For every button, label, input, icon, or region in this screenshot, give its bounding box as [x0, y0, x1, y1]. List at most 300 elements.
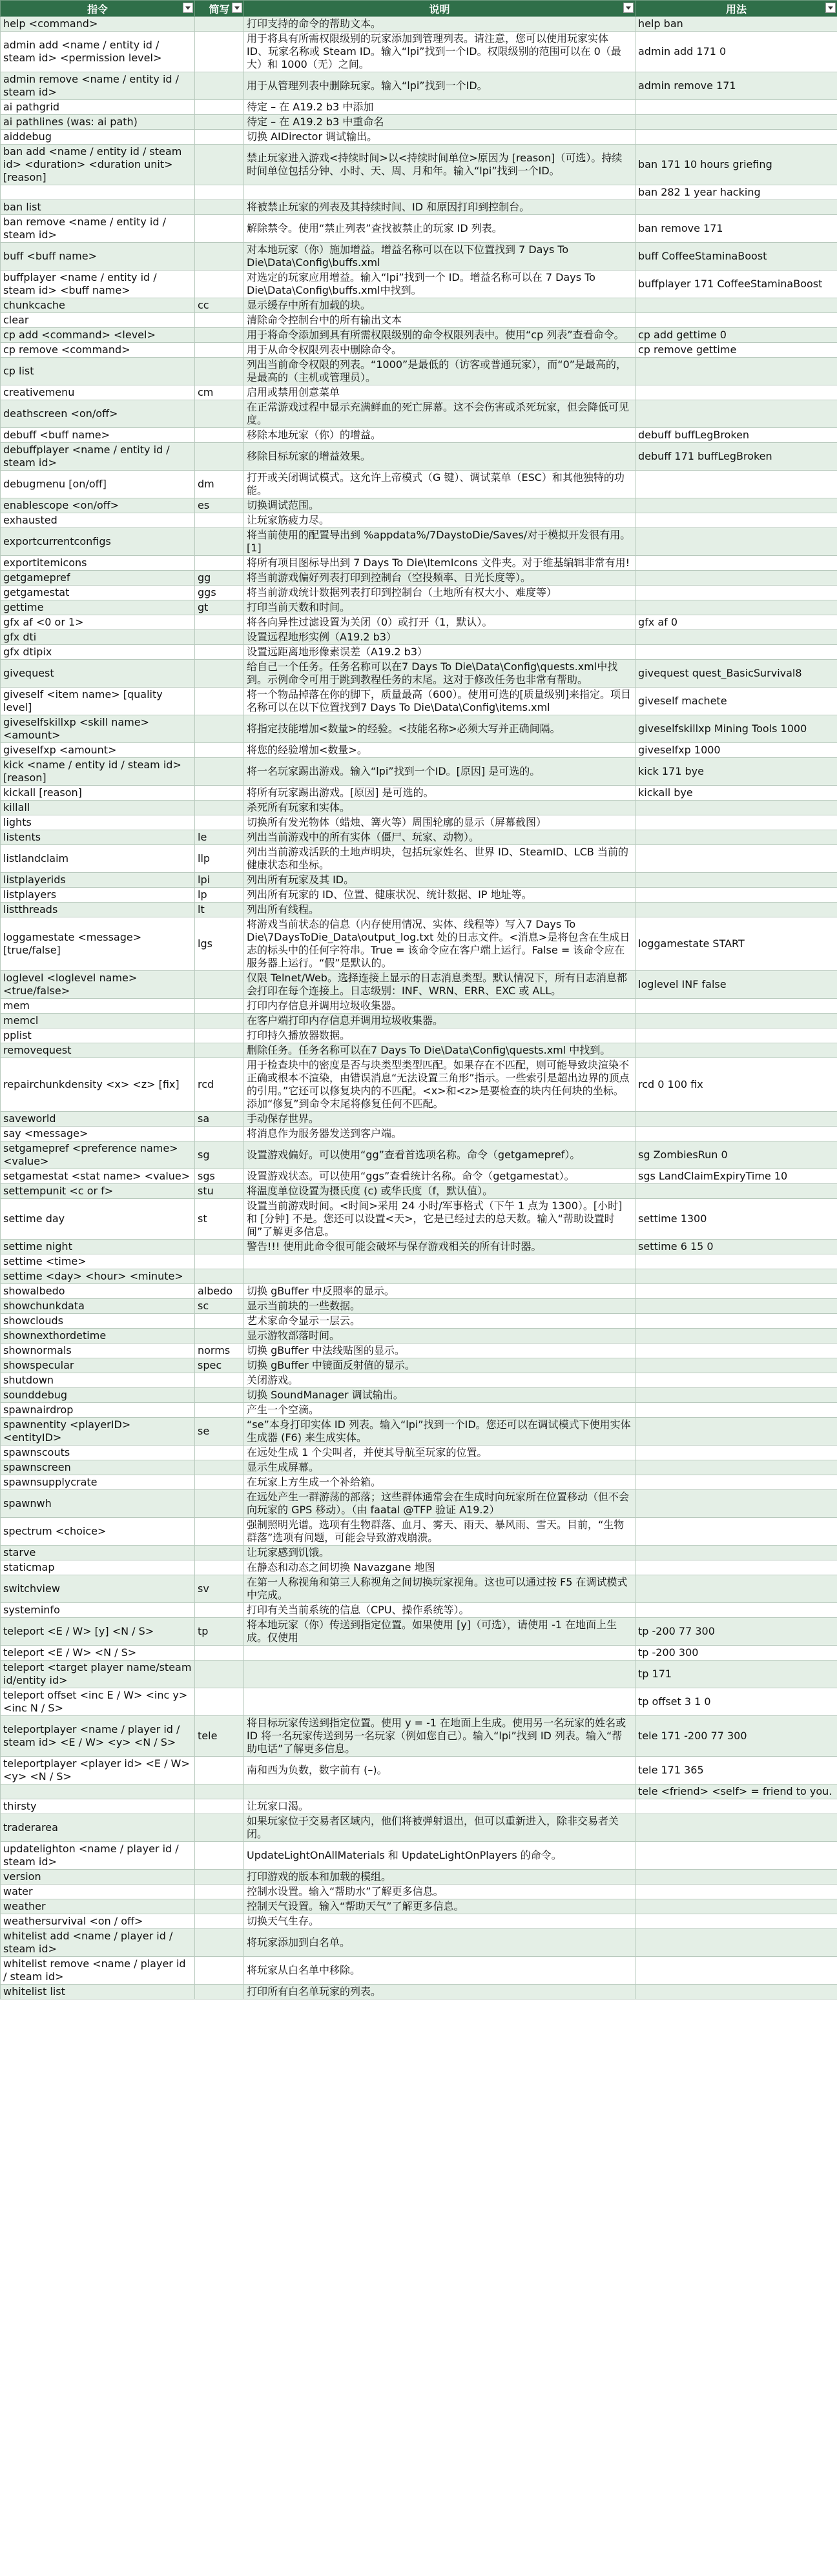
description-cell[interactable]: 控制水设置。输入“帮助水”了解更多信息。 [244, 1885, 636, 1899]
usage-cell[interactable] [636, 1112, 837, 1127]
shorthand-cell[interactable] [195, 1560, 244, 1575]
shorthand-cell[interactable] [195, 786, 244, 801]
shorthand-cell[interactable] [195, 428, 244, 443]
usage-cell[interactable] [636, 528, 837, 556]
description-cell[interactable]: 切换天气生存。 [244, 1914, 636, 1929]
shorthand-cell[interactable] [195, 1329, 244, 1344]
shorthand-cell[interactable] [195, 1373, 244, 1388]
command-cell[interactable]: gfx af <0 or 1> [1, 615, 195, 630]
shorthand-cell[interactable] [195, 815, 244, 830]
command-cell[interactable]: giveselfxp <amount> [1, 743, 195, 758]
description-cell[interactable]: 设置游戏偏好。可以使用“gg”查看首选项名称。命令（getgamepref）。 [244, 1141, 636, 1169]
command-cell[interactable]: updatelighton <name / player id / steam id> [1, 1842, 195, 1870]
usage-cell[interactable] [636, 1885, 837, 1899]
description-cell[interactable]: 用于从命令权限列表中删除命令。 [244, 343, 636, 358]
shorthand-cell[interactable]: gg [195, 571, 244, 586]
description-cell[interactable]: 切换 AIDirector 调试输出。 [244, 130, 636, 145]
description-cell[interactable]: 列出所有线程。 [244, 903, 636, 917]
shorthand-cell[interactable] [195, 1870, 244, 1885]
shorthand-cell[interactable] [195, 1314, 244, 1329]
command-cell[interactable]: removequest [1, 1043, 195, 1058]
description-cell[interactable]: 在玩家上方生成一个补给箱。 [244, 1475, 636, 1490]
command-cell[interactable]: teleport offset <inc E / W> <inc y> <inc N / S> [1, 1688, 195, 1716]
command-cell[interactable]: showalbedo [1, 1284, 195, 1299]
description-cell[interactable]: 列出当前游戏中的所有实体（僵尸、玩家、动物）。 [244, 830, 636, 845]
command-cell[interactable]: shownexthordetime [1, 1329, 195, 1344]
command-cell[interactable]: memcl [1, 1014, 195, 1028]
command-cell[interactable]: getgamestat [1, 586, 195, 600]
usage-cell[interactable] [636, 1518, 837, 1546]
description-cell[interactable]: 启用或禁用创意菜单 [244, 385, 636, 400]
shorthand-cell[interactable]: lt [195, 903, 244, 917]
shorthand-cell[interactable] [195, 1127, 244, 1141]
usage-cell[interactable] [636, 1403, 837, 1418]
description-cell[interactable]: 待定 – 在 A19.2 b3 中添加 [244, 100, 636, 115]
shorthand-cell[interactable] [195, 1842, 244, 1870]
header-usage[interactable] [636, 1, 837, 17]
description-cell[interactable]: 解除禁令。使用“禁止列表”查找被禁止的玩家 ID 列表。 [244, 215, 636, 243]
shorthand-cell[interactable] [195, 688, 244, 715]
shorthand-cell[interactable] [195, 1899, 244, 1914]
description-cell[interactable]: 打开或关闭调试模式。这允许上帝模式（G 键）、调试菜单（ESC）和其他独特的功能。 [244, 471, 636, 498]
command-cell[interactable]: kick <name / entity id / steam id> [reason] [1, 758, 195, 786]
description-cell[interactable]: 将一个物品掉落在你的脚下，质量最高（600）。使用可选的[质量级别]来指定。项目名称可以在以下位置找到7 Days To Die\Data\Config\items.xml [244, 688, 636, 715]
description-cell[interactable]: 在正常游戏过程中显示充满鲜血的死亡屏幕。这不会伤害或杀死玩家，但会降低可见度。 [244, 400, 636, 428]
usage-cell[interactable]: tele <friend> <self> = friend to you. [636, 1784, 837, 1799]
usage-cell[interactable]: tp -200 300 [636, 1646, 837, 1661]
usage-cell[interactable]: cp add gettime 0 [636, 328, 837, 343]
command-cell[interactable]: listplayers [1, 888, 195, 903]
usage-cell[interactable] [636, 1475, 837, 1490]
command-cell[interactable]: gfx dti [1, 630, 195, 645]
command-cell[interactable] [1, 185, 195, 200]
command-cell[interactable]: help <command> [1, 17, 195, 32]
usage-cell[interactable] [636, 586, 837, 600]
description-cell[interactable] [244, 1688, 636, 1716]
usage-cell[interactable]: tp offset 3 1 0 [636, 1688, 837, 1716]
description-cell[interactable] [244, 185, 636, 200]
filter-dropdown-icon[interactable] [183, 3, 193, 13]
usage-cell[interactable] [636, 1560, 837, 1575]
command-cell[interactable]: showspecular [1, 1358, 195, 1373]
shorthand-cell[interactable] [195, 1814, 244, 1842]
shorthand-cell[interactable] [195, 743, 244, 758]
shorthand-cell[interactable] [195, 715, 244, 743]
description-cell[interactable]: 将目标玩家传送到指定位置。使用 y = -1 在地面上生成。使用另一名玩家的姓名或 ID 将一名玩家传送到另一名玩家（例如您自己）。输入“lpi”找到 ID 列表。输入“帮助电话”了解更多信息。 [244, 1716, 636, 1757]
command-cell[interactable] [1, 1784, 195, 1799]
description-cell[interactable]: 设置当前游戏时间。<时间>采用 24 小时/军事格式（下午 1 点为 1300）。[小时] 和 [分钟] 不是。您还可以设置<天>，它是已经过去的总天数。输入“帮助设置时间”了解更多信息。 [244, 1199, 636, 1240]
usage-cell[interactable]: cp remove gettime [636, 343, 837, 358]
description-cell[interactable]: 切换 gBuffer 中镜面反射值的显示。 [244, 1358, 636, 1373]
header-command[interactable] [1, 1, 195, 17]
command-cell[interactable]: admin remove <name / entity id / steam id> [1, 72, 195, 100]
command-cell[interactable]: say <message> [1, 1127, 195, 1141]
shorthand-cell[interactable] [195, 271, 244, 298]
usage-cell[interactable] [636, 888, 837, 903]
description-cell[interactable]: 显示游牧部落时间。 [244, 1329, 636, 1344]
usage-cell[interactable] [636, 801, 837, 815]
usage-cell[interactable] [636, 1914, 837, 1929]
description-cell[interactable]: 南和西为负数，数字前有 (–)。 [244, 1757, 636, 1784]
shorthand-cell[interactable]: sg [195, 1141, 244, 1169]
command-cell[interactable]: spawnscreen [1, 1460, 195, 1475]
usage-cell[interactable] [636, 1870, 837, 1885]
description-cell[interactable]: 切换 gBuffer 中反照率的显示。 [244, 1284, 636, 1299]
command-cell[interactable]: ban add <name / entity id / steam id> <duration> <duration unit> [reason] [1, 145, 195, 185]
shorthand-cell[interactable]: llp [195, 845, 244, 873]
shorthand-cell[interactable]: tele [195, 1716, 244, 1757]
usage-cell[interactable] [636, 1388, 837, 1403]
description-cell[interactable]: 禁止玩家进入游戏<持续时间>以<持续时间单位>原因为 [reason]（可选）。持续时间单位包括分钟、小时、天、周、月和年。输入“lpi”找到一个ID。 [244, 145, 636, 185]
shorthand-cell[interactable] [195, 17, 244, 32]
shorthand-cell[interactable] [195, 328, 244, 343]
shorthand-cell[interactable] [195, 1929, 244, 1957]
command-cell[interactable]: ai pathlines (was: ai path) [1, 115, 195, 130]
command-cell[interactable]: ban remove <name / entity id / steam id> [1, 215, 195, 243]
shorthand-cell[interactable] [195, 1475, 244, 1490]
shorthand-cell[interactable]: lgs [195, 917, 244, 971]
usage-cell[interactable]: kick 171 bye [636, 758, 837, 786]
usage-cell[interactable] [636, 1184, 837, 1199]
shorthand-cell[interactable] [195, 1043, 244, 1058]
description-cell[interactable]: 关闭游戏。 [244, 1373, 636, 1388]
command-cell[interactable]: ban list [1, 200, 195, 215]
command-cell[interactable]: spawnscouts [1, 1446, 195, 1460]
shorthand-cell[interactable]: spec [195, 1358, 244, 1373]
description-cell[interactable]: 对选定的玩家应用增益。输入“lpi”找到一个 ID。增益名称可以在 7 Days To Die\Data\Config\buffs.xml中找到。 [244, 271, 636, 298]
usage-cell[interactable]: givequest quest_BasicSurvival8 [636, 660, 837, 688]
command-cell[interactable]: exportitemicons [1, 556, 195, 571]
usage-cell[interactable] [636, 498, 837, 513]
description-cell[interactable]: 在客户端打印内存信息并调用垃圾收集器。 [244, 1014, 636, 1028]
usage-cell[interactable] [636, 400, 837, 428]
description-cell[interactable]: 清除命令控制台中的所有输出文本 [244, 313, 636, 328]
filter-dropdown-icon[interactable] [825, 3, 836, 13]
command-cell[interactable]: lights [1, 815, 195, 830]
usage-cell[interactable]: settime 1300 [636, 1199, 837, 1240]
description-cell[interactable]: 将本地玩家（你）传送到指定位置。如果使用 [y]（可选），请使用 -1 在地面上生成。仅使用 [244, 1618, 636, 1646]
usage-cell[interactable]: buffplayer 171 CoffeeStaminaBoost [636, 271, 837, 298]
shorthand-cell[interactable]: sa [195, 1112, 244, 1127]
description-cell[interactable]: 切换 SoundManager 调试输出。 [244, 1388, 636, 1403]
usage-cell[interactable] [636, 1314, 837, 1329]
command-cell[interactable]: cp list [1, 358, 195, 385]
command-cell[interactable]: debuff <buff name> [1, 428, 195, 443]
description-cell[interactable] [244, 1254, 636, 1269]
description-cell[interactable]: 让玩家口渴。 [244, 1799, 636, 1814]
command-cell[interactable]: teleportplayer <name / player id / steam id> <E / W> <y> <N / S> [1, 1716, 195, 1757]
shorthand-cell[interactable] [195, 999, 244, 1014]
description-cell[interactable]: 将温度单位设置为摄氏度 (c) 或华氏度（f，默认值）。 [244, 1184, 636, 1199]
command-cell[interactable]: spawnairdrop [1, 1403, 195, 1418]
command-cell[interactable]: traderarea [1, 1814, 195, 1842]
description-cell[interactable]: 艺术家命令显示一层云。 [244, 1314, 636, 1329]
shorthand-cell[interactable]: albedo [195, 1284, 244, 1299]
usage-cell[interactable] [636, 1603, 837, 1618]
usage-cell[interactable] [636, 1358, 837, 1373]
shorthand-cell[interactable] [195, 1028, 244, 1043]
shorthand-cell[interactable] [195, 100, 244, 115]
command-cell[interactable]: cp add <command> <level> [1, 328, 195, 343]
command-cell[interactable]: listents [1, 830, 195, 845]
usage-cell[interactable] [636, 1929, 837, 1957]
command-cell[interactable]: spectrum <choice> [1, 1518, 195, 1546]
description-cell[interactable]: 用于将命令添加到具有所需权限级别的命令权限列表中。使用“cp 列表”查看命令。 [244, 328, 636, 343]
usage-cell[interactable] [636, 1373, 837, 1388]
command-cell[interactable]: whitelist remove <name / player id / steam id> [1, 1957, 195, 1985]
usage-cell[interactable] [636, 830, 837, 845]
description-cell[interactable]: 打印当前天数和时间。 [244, 600, 636, 615]
shorthand-cell[interactable] [195, 1490, 244, 1518]
shorthand-cell[interactable]: gt [195, 600, 244, 615]
shorthand-cell[interactable] [195, 1546, 244, 1560]
command-cell[interactable]: spawnsupplycrate [1, 1475, 195, 1490]
command-cell[interactable]: shutdown [1, 1373, 195, 1388]
description-cell[interactable]: 将当前使用的配置导出到 %appdata%/7DaystoDie/Saves/对于模拟开发很有用。[1] [244, 528, 636, 556]
command-cell[interactable]: showchunkdata [1, 1299, 195, 1314]
command-cell[interactable]: deathscreen <on/off> [1, 400, 195, 428]
shorthand-cell[interactable]: lp [195, 888, 244, 903]
command-cell[interactable]: buff <buff name> [1, 243, 195, 271]
usage-cell[interactable] [636, 313, 837, 328]
description-cell[interactable]: 切换 gBuffer 中法线贴图的显示。 [244, 1344, 636, 1358]
command-cell[interactable]: killall [1, 801, 195, 815]
command-cell[interactable]: loglevel <loglevel name> <true/false> [1, 971, 195, 999]
shorthand-cell[interactable] [195, 343, 244, 358]
description-cell[interactable]: 用于将具有所需权限级别的玩家添加到管理列表。请注意，您可以使用玩家实体 ID、玩家名称或 Steam ID。输入“lpi”找到一个ID。权限级别的范围可以在 0（最大）和 1000（无）之间。 [244, 32, 636, 72]
command-cell[interactable]: givequest [1, 660, 195, 688]
description-cell[interactable]: 在第一人称视角和第三人称视角之间切换玩家视角。这也可以通过按 F5 在调试模式中完成。 [244, 1575, 636, 1603]
description-cell[interactable]: “se”本身打印实体 ID 列表。输入“lpi”找到一个ID。您还可以在调试模式下使用实体生成器 (F6) 来生成实体。 [244, 1418, 636, 1446]
shorthand-cell[interactable] [195, 32, 244, 72]
shorthand-cell[interactable] [195, 615, 244, 630]
description-cell[interactable]: 将玩家从白名单中移除。 [244, 1957, 636, 1985]
description-cell[interactable]: 强制照明光谱。选项有生物群落、血月、雾天、雨天、暴风雨、雪天。目前，“生物群落”选项有问题，可能会导致游戏崩溃。 [244, 1518, 636, 1546]
shorthand-cell[interactable]: rcd [195, 1058, 244, 1112]
shorthand-cell[interactable]: le [195, 830, 244, 845]
shorthand-cell[interactable] [195, 1460, 244, 1475]
command-cell[interactable]: showclouds [1, 1314, 195, 1329]
command-cell[interactable]: exportcurrentconfigs [1, 528, 195, 556]
description-cell[interactable]: 警告!!! 使用此命令很可能会破坏与保存游戏相关的所有计时器。 [244, 1240, 636, 1254]
command-cell[interactable]: listlandclaim [1, 845, 195, 873]
usage-cell[interactable]: loggamestate START [636, 917, 837, 971]
shorthand-cell[interactable] [195, 1985, 244, 1999]
command-cell[interactable]: giveselfskillxp <skill name> <amount> [1, 715, 195, 743]
shorthand-cell[interactable] [195, 1403, 244, 1418]
command-cell[interactable]: sounddebug [1, 1388, 195, 1403]
shorthand-cell[interactable] [195, 1688, 244, 1716]
shorthand-cell[interactable] [195, 758, 244, 786]
shorthand-cell[interactable] [195, 971, 244, 999]
usage-cell[interactable]: sg ZombiesRun 0 [636, 1141, 837, 1169]
command-cell[interactable]: loggamestate <message> [true/false] [1, 917, 195, 971]
description-cell[interactable]: 打印持久播放器数据。 [244, 1028, 636, 1043]
description-cell[interactable]: 给自己一个任务。任务名称可以在7 Days To Die\Data\Config\quests.xml中找到。示例命令可用于跳到教程任务的末尾。这对于修改任务也非常有帮助。 [244, 660, 636, 688]
shorthand-cell[interactable] [195, 1518, 244, 1546]
usage-cell[interactable]: tele 171 -200 77 300 [636, 1716, 837, 1757]
description-cell[interactable]: 将各向异性过滤设置为关闭（0）或打开（1，默认）。 [244, 615, 636, 630]
command-cell[interactable]: teleport <E / W> <N / S> [1, 1646, 195, 1661]
header-shorthand[interactable] [195, 1, 244, 17]
usage-cell[interactable] [636, 115, 837, 130]
command-cell[interactable]: switchview [1, 1575, 195, 1603]
usage-cell[interactable] [636, 571, 837, 586]
command-cell[interactable]: spawnwh [1, 1490, 195, 1518]
usage-cell[interactable] [636, 1842, 837, 1870]
command-cell[interactable]: teleport <target player name/steam id/entity id> [1, 1661, 195, 1688]
command-cell[interactable]: aiddebug [1, 130, 195, 145]
usage-cell[interactable] [636, 645, 837, 660]
description-cell[interactable]: 将所有项目图标导出到 7 Days To Die\ItemIcons 文件夹。对于维基编辑非常有用! [244, 556, 636, 571]
shorthand-cell[interactable] [195, 185, 244, 200]
description-cell[interactable]: 显示生成屏幕。 [244, 1460, 636, 1475]
usage-cell[interactable] [636, 1028, 837, 1043]
command-cell[interactable]: admin add <name / entity id / steam id> <permission level> [1, 32, 195, 72]
usage-cell[interactable] [636, 600, 837, 615]
command-cell[interactable]: chunkcache [1, 298, 195, 313]
usage-cell[interactable] [636, 513, 837, 528]
description-cell[interactable]: 仅限 Telnet/Web。选择连接上显示的日志消息类型。默认情况下，所有日志消息都会打印在每个连接上。日志级别：INF、WRN、ERR、EXC 或 ALL。 [244, 971, 636, 999]
shorthand-cell[interactable] [195, 1388, 244, 1403]
usage-cell[interactable]: help ban [636, 17, 837, 32]
shorthand-cell[interactable] [195, 1446, 244, 1460]
usage-cell[interactable]: debuff 171 buffLegBroken [636, 443, 837, 471]
command-cell[interactable]: weathersurvival <on / off> [1, 1914, 195, 1929]
command-cell[interactable]: weather [1, 1899, 195, 1914]
description-cell[interactable] [244, 1269, 636, 1284]
filter-dropdown-icon[interactable] [232, 3, 242, 13]
description-cell[interactable]: 产生一个空滴。 [244, 1403, 636, 1418]
description-cell[interactable]: 如果玩家位于交易者区域内，他们将被弹射退出，但可以重新进入，除非交易者关闭。 [244, 1814, 636, 1842]
usage-cell[interactable] [636, 1299, 837, 1314]
command-cell[interactable]: debugmenu [on/off] [1, 471, 195, 498]
usage-cell[interactable] [636, 1014, 837, 1028]
usage-cell[interactable] [636, 1490, 837, 1518]
description-cell[interactable]: 将一名玩家踢出游戏。输入“lpi”找到一个ID。[原因] 是可选的。 [244, 758, 636, 786]
description-cell[interactable]: 将当前游戏统计数据列表打印到控制台（土地所有权大小、难度等） [244, 586, 636, 600]
shorthand-cell[interactable] [195, 1799, 244, 1814]
usage-cell[interactable]: debuff buffLegBroken [636, 428, 837, 443]
description-cell[interactable]: UpdateLightOnAllMaterials 和 UpdateLightOnPlayers 的命令。 [244, 1842, 636, 1870]
description-cell[interactable]: 列出所有玩家的 ID、位置、健康状况、统计数据、IP 地址等。 [244, 888, 636, 903]
shorthand-cell[interactable] [195, 1957, 244, 1985]
usage-cell[interactable]: settime 6 15 0 [636, 1240, 837, 1254]
description-cell[interactable]: 列出所有玩家及其 ID。 [244, 873, 636, 888]
command-cell[interactable]: settime <time> [1, 1254, 195, 1269]
description-cell[interactable]: 切换调试范围。 [244, 498, 636, 513]
usage-cell[interactable] [636, 845, 837, 873]
usage-cell[interactable] [636, 1546, 837, 1560]
command-cell[interactable]: gettime [1, 600, 195, 615]
usage-cell[interactable]: sgs LandClaimExpiryTime 10 [636, 1169, 837, 1184]
command-cell[interactable]: giveself <item name> [quality level] [1, 688, 195, 715]
usage-cell[interactable] [636, 1418, 837, 1446]
description-cell[interactable]: 将指定技能增加<数量>的经验。<技能名称>必须大写并正确间隔。 [244, 715, 636, 743]
shorthand-cell[interactable] [195, 1646, 244, 1661]
usage-cell[interactable]: loglevel INF false [636, 971, 837, 999]
command-cell[interactable]: staticmap [1, 1560, 195, 1575]
shorthand-cell[interactable] [195, 1269, 244, 1284]
description-cell[interactable] [244, 1646, 636, 1661]
shorthand-cell[interactable] [195, 243, 244, 271]
shorthand-cell[interactable]: sv [195, 1575, 244, 1603]
usage-cell[interactable] [636, 1284, 837, 1299]
usage-cell[interactable] [636, 1460, 837, 1475]
shorthand-cell[interactable]: st [195, 1199, 244, 1240]
shorthand-cell[interactable] [195, 1784, 244, 1799]
usage-cell[interactable] [636, 1043, 837, 1058]
header-description[interactable] [244, 1, 636, 17]
command-cell[interactable]: settime <day> <hour> <minute> [1, 1269, 195, 1284]
description-cell[interactable]: 显示当前块的一些数据。 [244, 1299, 636, 1314]
shorthand-cell[interactable]: lpi [195, 873, 244, 888]
usage-cell[interactable] [636, 471, 837, 498]
description-cell[interactable]: 设置远程地形实例（A19.2 b3） [244, 630, 636, 645]
description-cell[interactable]: 显示缓存中所有加载的块。 [244, 298, 636, 313]
command-cell[interactable]: starve [1, 1546, 195, 1560]
shorthand-cell[interactable] [195, 400, 244, 428]
usage-cell[interactable]: rcd 0 100 fix [636, 1058, 837, 1112]
usage-cell[interactable] [636, 385, 837, 400]
shorthand-cell[interactable]: tp [195, 1618, 244, 1646]
shorthand-cell[interactable] [195, 801, 244, 815]
description-cell[interactable]: 对本地玩家（你）施加增益。增益名称可以在以下位置找到 7 Days To Die\Data\Config\buffs.xml [244, 243, 636, 271]
description-cell[interactable]: 设置游戏状态。可以使用“ggs”查看统计名称。命令（getgamestat）。 [244, 1169, 636, 1184]
shorthand-cell[interactable] [195, 556, 244, 571]
shorthand-cell[interactable]: es [195, 498, 244, 513]
command-cell[interactable]: exhausted [1, 513, 195, 528]
usage-cell[interactable]: admin remove 171 [636, 72, 837, 100]
usage-cell[interactable]: ban remove 171 [636, 215, 837, 243]
command-cell[interactable]: water [1, 1885, 195, 1899]
description-cell[interactable]: 将玩家添加到白名单。 [244, 1929, 636, 1957]
description-cell[interactable]: 将游戏当前状态的信息（内存使用情况、实体、线程等）写入7 Days To Die\7DaysToDie_Data\output_log.txt 处的日志文件。<消息>是将包含在生成日志的标头中的任何字符串。True = 该命令应在客户端上运行。False = 该命令应在服务器上运行。“假”是默认的。 [244, 917, 636, 971]
usage-cell[interactable] [636, 630, 837, 645]
usage-cell[interactable] [636, 1899, 837, 1914]
shorthand-cell[interactable]: ggs [195, 586, 244, 600]
usage-cell[interactable] [636, 200, 837, 215]
description-cell[interactable]: 待定 – 在 A19.2 b3 中重命名 [244, 115, 636, 130]
description-cell[interactable]: 列出当前游戏活跃的土地声明块，包括玩家姓名、世界 ID、SteamID、LCB 当前的健康状态和坐标。 [244, 845, 636, 873]
usage-cell[interactable] [636, 999, 837, 1014]
shorthand-cell[interactable] [195, 528, 244, 556]
shorthand-cell[interactable] [195, 1240, 244, 1254]
shorthand-cell[interactable] [195, 215, 244, 243]
command-cell[interactable]: saveworld [1, 1112, 195, 1127]
usage-cell[interactable]: giveselfxp 1000 [636, 743, 837, 758]
usage-cell[interactable] [636, 1344, 837, 1358]
command-cell[interactable]: teleport <E / W> [y] <N / S> [1, 1618, 195, 1646]
description-cell[interactable]: 设置远距离地形像素误差（A19.2 b3） [244, 645, 636, 660]
shorthand-cell[interactable] [195, 200, 244, 215]
usage-cell[interactable] [636, 1985, 837, 1999]
usage-cell[interactable]: ban 171 10 hours griefing [636, 145, 837, 185]
usage-cell[interactable] [636, 1799, 837, 1814]
shorthand-cell[interactable]: cc [195, 298, 244, 313]
usage-cell[interactable] [636, 1254, 837, 1269]
command-cell[interactable]: buffplayer <name / entity id / steam id> <buff name> [1, 271, 195, 298]
command-cell[interactable]: settempunit <c or f> [1, 1184, 195, 1199]
usage-cell[interactable]: gfx af 0 [636, 615, 837, 630]
description-cell[interactable]: 将消息作为服务器发送到客户端。 [244, 1127, 636, 1141]
filter-dropdown-icon[interactable] [623, 3, 634, 13]
description-cell[interactable]: 移除目标玩家的增益效果。 [244, 443, 636, 471]
command-cell[interactable]: debuffplayer <name / entity id / steam id> [1, 443, 195, 471]
shorthand-cell[interactable] [195, 358, 244, 385]
usage-cell[interactable] [636, 1575, 837, 1603]
description-cell[interactable]: 让玩家筋疲力尽。 [244, 513, 636, 528]
